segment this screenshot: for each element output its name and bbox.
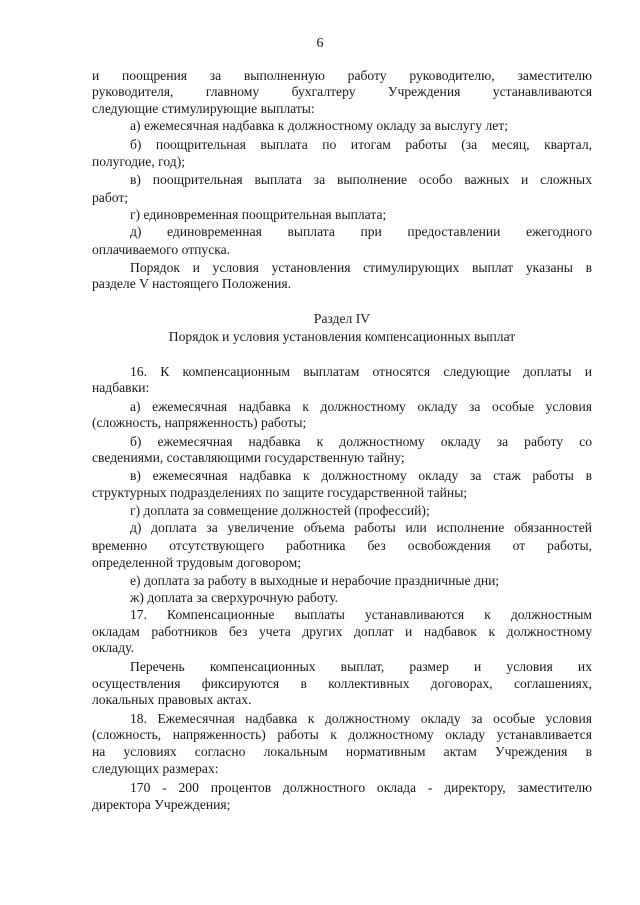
text-line: на условиях согласно локальным нормативным актам Учреждения в <box>92 744 592 759</box>
text-line: структурных подразделениях по защите государственной тайны; <box>92 485 468 500</box>
text-line: Порядок и условия установления стимулирующих выплат указаны в <box>130 260 592 275</box>
text-line: полугодие, год); <box>92 154 185 169</box>
text-line: определенной трудовым договором; <box>92 555 302 570</box>
text-line: (сложность, напряженность) работы; <box>92 415 307 430</box>
text-line: сведениями, составляющими государственную тайну; <box>92 450 405 465</box>
text-line: д) доплата за увеличение объема работы или исполнение обязанностей <box>130 520 592 535</box>
text-line: руководителя, главному бухгалтеру Учреждения устанавливаются <box>92 84 592 99</box>
text-line: директора Учреждения; <box>92 797 231 812</box>
section-title: Порядок и условия установления компенсационных выплат <box>168 329 516 344</box>
text-line: и поощрения за выполненную работу руководителю, заместителю <box>92 68 592 83</box>
text-line: ж) доплата за сверхурочную работу. <box>130 590 339 605</box>
text-line: в) поощрительная выплата за выполнение особо важных и сложных <box>130 172 592 187</box>
text-line: окладам работников без учета других доплат и надбавок к должностному <box>92 624 592 639</box>
text-line: в) ежемесячная надбавка к должностному окладу за стаж работы в <box>130 468 592 483</box>
text-line: разделе V настоящего Положения. <box>92 276 292 291</box>
text-line: Перечень компенсационных выплат, размер и условия их <box>130 659 592 674</box>
text-line: работ; <box>92 190 129 205</box>
text-line: 170 - 200 процентов должностного оклада - директору, заместителю <box>130 780 592 795</box>
page-number: 6 <box>316 36 324 51</box>
text-line: е) доплата за работу в выходные и нерабочие праздничные дни; <box>130 573 500 588</box>
text-line: д) единовременная выплата при предоставлении ежегодного <box>130 224 592 239</box>
text-line: надбавки: <box>92 380 150 395</box>
text-line: следующих размерах: <box>92 761 219 776</box>
text-line: г) единовременная поощрительная выплата; <box>130 207 387 222</box>
text-line: окладу. <box>92 640 134 655</box>
text-line: (сложность, напряженность) работы к должностному окладу устанавливается <box>92 727 592 742</box>
text-line: б) поощрительная выплата по итогам работы (за месяц, квартал, <box>130 137 592 152</box>
text-line: б) ежемесячная надбавка к должностному окладу за работу со <box>130 434 592 449</box>
text-line: временно отсутствующего работника без освобождения от работы, <box>92 538 592 553</box>
text-line: а) ежемесячная надбавка к должностному окладу за особые условия <box>130 399 592 414</box>
text-line: локальных правовых актах. <box>92 692 252 707</box>
text-line: оплачиваемого отпуска. <box>92 242 231 257</box>
section-heading: Раздел IV <box>313 311 371 326</box>
text-line: 18. Ежемесячная надбавка к должностному окладу за особые условия <box>130 711 592 726</box>
text-line: 16. К компенсационным выплатам относятся следующие доплаты и <box>130 364 592 379</box>
text-line: следующие стимулирующие выплаты: <box>92 101 315 116</box>
text-line: г) доплата за совмещение должностей (профессий); <box>130 503 430 518</box>
text-line: 17. Компенсационные выплаты устанавливаются к должностным <box>130 607 592 622</box>
text-line: а) ежемесячная надбавка к должностному окладу за выслугу лет; <box>130 118 509 133</box>
text-line: осуществления фиксируются в коллективных договорах, соглашениях, <box>92 676 592 691</box>
